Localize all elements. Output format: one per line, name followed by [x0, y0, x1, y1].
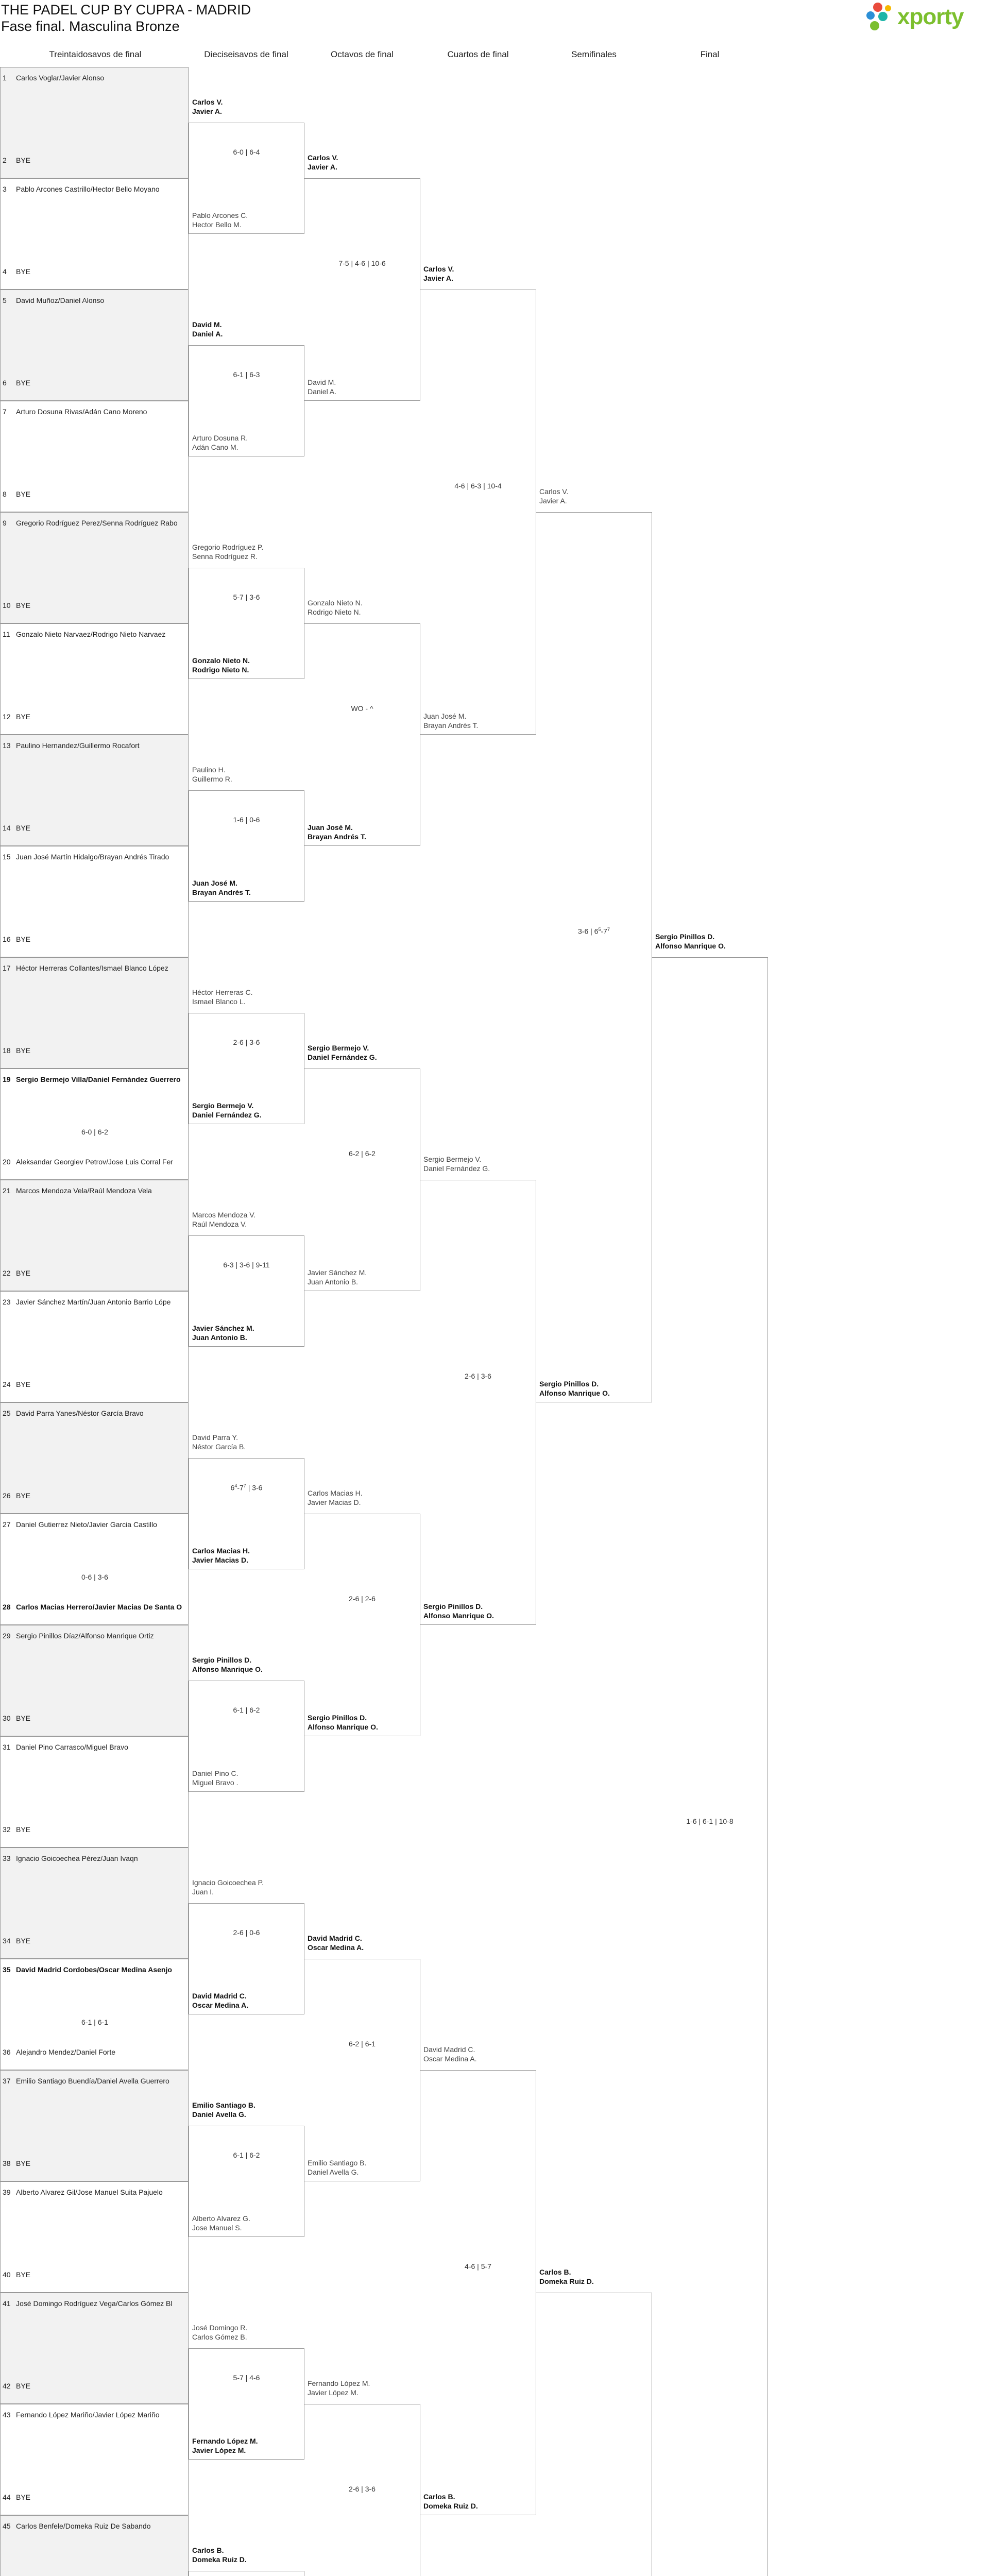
team-entry: Alberto Alvarez G. Jose Manuel S.	[192, 2214, 250, 2232]
team-entry: Juan José M. Brayan Andrés T.	[192, 879, 251, 896]
team-entry: Carlos B. Domeka Ruiz D.	[192, 2546, 247, 2564]
match-score: 5-7 | 3-6	[233, 593, 260, 601]
team-entry: Carlos V. Javier A.	[423, 265, 454, 282]
team-entry: 19 Sergio Bermejo Villa/Daniel Fernández Guerrero	[3, 1075, 181, 1083]
logo-dots-icon	[865, 1, 896, 34]
team-entry: 16 BYE	[3, 935, 31, 943]
team-entry: 9 Gregorio Rodríguez Perez/Senna Rodríguez Rabo	[3, 519, 178, 527]
team-entry: David M. Daniel A.	[308, 378, 337, 396]
match-r6	[652, 933, 768, 2576]
first-round-match	[0, 1959, 189, 2070]
team-entry: 7 Arturo Dosuna Rivas/Adán Cano Moreno	[3, 408, 147, 416]
first-round-match	[0, 512, 189, 623]
team-entry: 32 BYE	[3, 1825, 31, 1834]
team-entry: 3 Pablo Arcones Castrillo/Hector Bello Moyano	[3, 185, 160, 193]
page-title: THE PADEL CUP BY CUPRA - MADRID	[1, 2, 251, 18]
match-r3	[304, 1489, 420, 1736]
team-entry: Carlos B. Domeka Ruiz D.	[423, 2493, 478, 2510]
team-entry: 13 Paulino Hernandez/Guillermo Rocafort	[3, 741, 140, 750]
team-entry: 12 BYE	[3, 713, 31, 721]
first-round-match	[0, 2293, 189, 2404]
match-r2	[189, 766, 304, 902]
match-r3	[304, 2379, 420, 2576]
team-entry: Emilio Santiago B. Daniel Avella G.	[192, 2101, 255, 2119]
team-entry: Paulino H. Guillermo R.	[192, 766, 232, 783]
team-entry: 31 Daniel Pino Carrasco/Miguel Bravo	[3, 1743, 128, 1751]
match-r4	[420, 265, 536, 735]
team-entry: Carlos B. Domeka Ruiz D.	[539, 2268, 594, 2285]
team-entry: Carlos V. Javier A.	[308, 154, 338, 171]
team-entry: Ignacio Goicoechea P. Juan I.	[192, 1878, 264, 1896]
team-entry: José Domingo R. Carlos Gómez B.	[192, 2324, 248, 2341]
first-round-match	[0, 623, 189, 735]
first-round-match	[0, 401, 189, 512]
match-score: 2-6 | 3-6	[233, 1038, 260, 1046]
match-score: 5-7 | 4-6	[233, 2374, 260, 2382]
team-entry: 28 Carlos Macias Herrero/Javier Macias De Santa O	[3, 1603, 182, 1611]
first-round-match	[0, 1848, 189, 1959]
match-r2	[189, 2324, 304, 2460]
team-entry: 30 BYE	[3, 1714, 31, 1722]
first-round-match	[0, 1625, 189, 1736]
match-r2	[189, 1433, 304, 1569]
team-entry: 21 Marcos Mendoza Vela/Raúl Mendoza Vela	[3, 1187, 152, 1195]
match-score: 1-6 | 6-1 | 10-8	[686, 1817, 734, 1825]
team-entry: David M. Daniel A.	[192, 320, 223, 338]
team-entry: Gregorio Rodríguez P. Senna Rodríguez R.	[192, 543, 264, 561]
team-entry: Sergio Pinillos D. Alfonso Manrique O.	[423, 1602, 494, 1620]
match-r3	[304, 154, 420, 401]
first-round-match	[0, 2404, 189, 2515]
match-score: $6^4-7^7$ | 3-6	[230, 1483, 263, 1492]
match-r5	[536, 487, 652, 1402]
match-r2	[189, 1211, 304, 1347]
match-score: 6-1 | 6-2	[233, 1706, 260, 1714]
team-entry: Juan José M. Brayan Andrés T.	[308, 823, 366, 841]
team-entry: Gonzalo Nieto N. Rodrigo Nieto N.	[192, 656, 250, 674]
team-entry: David Madrid C. Oscar Medina A.	[308, 1934, 364, 1952]
team-entry: Sergio Pinillos D. Alfonso Manrique O.	[539, 1380, 610, 1397]
match-r2	[189, 2546, 304, 2576]
first-round-match	[0, 178, 189, 290]
team-entry: Carlos V. Javier A.	[539, 487, 569, 505]
first-round-match	[0, 290, 189, 401]
match-score: 3-6 | $6^5-7^7$	[578, 927, 610, 936]
match-score: 2-6 | 0-6	[233, 1928, 260, 1937]
team-entry: Javier Sánchez M. Juan Antonio B.	[308, 1268, 367, 1286]
match-r3	[304, 1044, 420, 1291]
first-round-match	[0, 2515, 189, 2576]
team-entry: 15 Juan José Martín Hidalgo/Brayan Andrés Tirado	[3, 853, 169, 861]
team-entry: 40 BYE	[3, 2270, 31, 2279]
match-score: 6-0 | 6-2	[81, 1128, 108, 1136]
match-r2	[189, 320, 304, 456]
team-entry: 14 BYE	[3, 824, 31, 832]
first-round-match	[0, 1736, 189, 1848]
header-round-5: Semifinales	[571, 49, 617, 59]
match-r5	[536, 2268, 652, 2576]
team-entry: 24 BYE	[3, 1380, 31, 1388]
match-r2	[189, 1878, 304, 2014]
team-entry: 35 David Madrid Cordobes/Oscar Medina Asenjo	[3, 1965, 172, 1974]
match-r2	[189, 543, 304, 679]
match-score: 6-0 | 6-4	[233, 148, 260, 156]
team-entry: 5 David Muñoz/Daniel Alonso	[3, 296, 105, 304]
team-entry: 34 BYE	[3, 1937, 31, 1945]
header-round-2: Dieciseisavos de final	[204, 49, 288, 59]
team-entry: Daniel Pino C. Miguel Bravo .	[192, 1769, 238, 1787]
team-entry: Sergio Bermejo V. Daniel Fernández G.	[308, 1044, 377, 1061]
first-round-match	[0, 2070, 189, 2181]
match-r2	[189, 98, 304, 234]
match-score: 6-2 | 6-2	[349, 1149, 376, 1158]
header-round-6: Final	[700, 49, 720, 59]
page-subtitle: Fase final. Masculina Bronze	[1, 19, 180, 34]
match-score: 6-1 | 6-2	[233, 2151, 260, 2159]
team-entry: 8 BYE	[3, 490, 31, 498]
team-entry: 1 Carlos Voglar/Javier Alonso	[3, 74, 105, 82]
first-round-match	[0, 846, 189, 957]
match-score: 6-1 | 6-1	[81, 2018, 108, 2026]
match-r4	[420, 2045, 536, 2515]
match-score: 4-6 | 6-3 | 10-4	[454, 482, 502, 490]
team-entry: Gonzalo Nieto N. Rodrigo Nieto N.	[308, 599, 363, 616]
first-round-match	[0, 1291, 189, 1402]
match-score: 6-3 | 3-6 | 9-11	[223, 1261, 270, 1269]
match-r2	[189, 1656, 304, 1792]
match-score: 4-6 | 5-7	[465, 2262, 491, 2270]
team-entry: 26 BYE	[3, 1492, 31, 1500]
team-entry: David Madrid C. Oscar Medina A.	[423, 2045, 477, 2063]
first-round-match	[0, 67, 189, 178]
first-round-match	[0, 1180, 189, 1291]
match-r2	[189, 2101, 304, 2237]
header-round-4: Cuartos de final	[447, 49, 509, 59]
team-entry: 29 Sergio Pinillos Díaz/Alfonso Manrique Ortiz	[3, 1632, 154, 1640]
match-r3	[304, 1934, 420, 2181]
team-entry: Marcos Mendoza V. Raúl Mendoza V.	[192, 1211, 256, 1228]
match-score: 7-5 | 4-6 | 10-6	[338, 259, 386, 267]
team-entry: 18 BYE	[3, 1046, 31, 1055]
brand-name: xporty	[897, 4, 964, 29]
team-entry: David Madrid C. Oscar Medina A.	[192, 1992, 249, 2009]
match-r4	[420, 1155, 536, 1625]
team-entry: David Parra Y. Néstor García B.	[192, 1433, 246, 1451]
first-round-match	[0, 1069, 189, 1180]
team-entry: Sergio Pinillos D. Alfonso Manrique O.	[192, 1656, 263, 1673]
match-score: 0-6 | 3-6	[81, 1573, 108, 1581]
team-entry: Juan José M. Brayan Andrés T.	[423, 712, 479, 730]
team-entry: Emilio Santiago B. Daniel Avella G.	[308, 2159, 367, 2176]
team-entry: 20 Aleksandar Georgiev Petrov/Jose Luis Corral Fer	[3, 1158, 174, 1166]
team-entry: 4 BYE	[3, 267, 31, 276]
first-round-match	[0, 735, 189, 846]
team-entry: 45 Carlos Benfele/Domeka Ruiz De Sabando	[3, 2522, 151, 2530]
team-entry: 36 Alejandro Mendez/Daniel Forte	[3, 2048, 115, 2056]
match-score: 2-6 | 3-6	[465, 1372, 491, 1380]
team-entry: 17 Héctor Herreras Collantes/Ismael Blanco López	[3, 964, 168, 972]
first-round-match	[0, 1402, 189, 1514]
team-entry: Carlos Macias H. Javier Macias D.	[192, 1547, 250, 1564]
team-entry: 23 Javier Sánchez Martín/Juan Antonio Barrio Lópe	[3, 1298, 171, 1306]
first-round-match	[0, 2181, 189, 2293]
xporty-logo	[865, 1, 984, 36]
team-entry: 38 BYE	[3, 2159, 31, 2167]
team-entry: 33 Ignacio Goicoechea Pérez/Juan Ivaqn	[3, 1854, 138, 1862]
team-entry: Sergio Pinillos D. Alfonso Manrique O.	[655, 933, 726, 950]
team-entry: Javier Sánchez M. Juan Antonio B.	[192, 1324, 254, 1342]
team-entry: 6 BYE	[3, 379, 31, 387]
match-r2	[189, 988, 304, 1124]
team-entry: Fernando López M. Javier López M.	[192, 2437, 258, 2454]
match-score: WO - ^	[351, 704, 373, 713]
match-score: 2-6 | 3-6	[349, 2485, 376, 2493]
match-score: 6-1 | 6-3	[233, 370, 260, 379]
match-r3	[304, 599, 420, 846]
match-score: 2-6 | 2-6	[349, 1595, 376, 1603]
team-entry: Carlos Macias H. Javier Macias D.	[308, 1489, 363, 1506]
team-entry: 22 BYE	[3, 1269, 31, 1277]
team-entry: 27 Daniel Gutierrez Nieto/Javier Garcia Castillo	[3, 1520, 157, 1529]
team-entry: Arturo Dosuna R. Adán Cano M.	[192, 434, 248, 451]
team-entry: Fernando López M. Javier López M.	[308, 2379, 370, 2397]
team-entry: 10 BYE	[3, 601, 31, 609]
team-entry: 11 Gonzalo Nieto Narvaez/Rodrigo Nieto Narvaez	[3, 630, 166, 638]
first-round-match	[0, 957, 189, 1069]
team-entry: 25 David Parra Yanes/Néstor García Bravo	[3, 1409, 144, 1417]
team-entry: Héctor Herreras C. Ismael Blanco L.	[192, 988, 253, 1006]
team-entry: 43 Fernando López Mariño/Javier López Mariño	[3, 2411, 160, 2419]
team-entry: 37 Emilio Santiago Buendía/Daniel Avella Guerrero	[3, 2077, 169, 2085]
header-round-1: Treintaidosavos de final	[49, 49, 142, 59]
team-entry: Carlos V. Javier A.	[192, 98, 223, 115]
team-entry: 42 BYE	[3, 2382, 31, 2390]
team-entry: 39 Alberto Alvarez Gil/Jose Manuel Suita Pajuelo	[3, 2188, 163, 2196]
header-round-3: Octavos de final	[331, 49, 394, 59]
team-entry: Sergio Pinillos D. Alfonso Manrique O.	[308, 1714, 378, 1731]
match-score: 6-2 | 6-1	[349, 2040, 376, 2048]
team-entry: Sergio Bermejo V. Daniel Fernández G.	[192, 1101, 262, 1119]
first-round-match	[0, 1514, 189, 1625]
team-entry: 44 BYE	[3, 2493, 31, 2501]
team-entry: 2 BYE	[3, 156, 31, 164]
team-entry: 41 José Domingo Rodríguez Vega/Carlos Gómez Bl	[3, 2299, 173, 2308]
team-entry: Sergio Bermejo V. Daniel Fernández G.	[423, 1155, 490, 1173]
team-entry: Pablo Arcones C. Hector Bello M.	[192, 211, 248, 229]
match-score: 1-6 | 0-6	[233, 816, 260, 824]
